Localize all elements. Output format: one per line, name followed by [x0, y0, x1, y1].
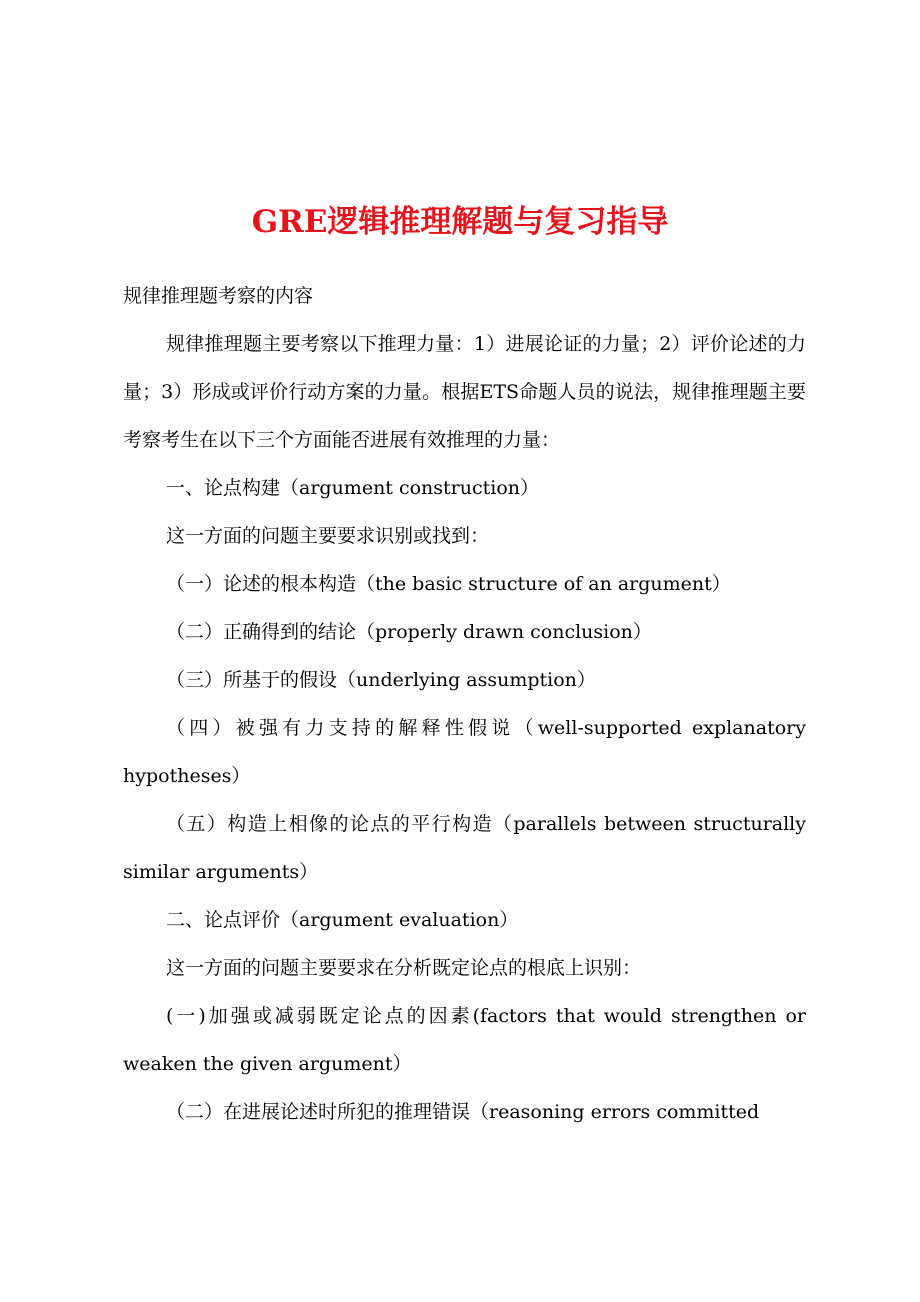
list-item: （三）所基于的假设（underlying assumption）: [166, 669, 596, 691]
list-item: （五）构造上相像的论点的平行构造（parallels between structurally similar arguments）: [123, 813, 806, 883]
list-item: （四）被强有力支持的解释性假说（well-supported explanatory hypotheses）: [123, 717, 806, 787]
list-item: (一)加强或减弱既定论点的因素(factors that would strengthen or weaken the given argument）: [123, 1005, 806, 1075]
section-one-heading: 一、论点构建（argument construction）: [166, 477, 540, 499]
section-two-lead: 这一方面的问题主要要求在分析既定论点的根底上识别：: [166, 957, 642, 979]
list-item: （二）正确得到的结论（properly drawn conclusion）: [166, 621, 652, 643]
document-title: GRE逻辑推理解题与复习指导: [251, 204, 669, 240]
list-item: （一）论述的根本构造（the basic structure of an argument）: [166, 573, 731, 595]
section-one-lead: 这一方面的问题主要要求识别或找到：: [166, 525, 490, 547]
intro-paragraph: 规律推理题主要考察以下推理力量：1）进展论证的力量；2）评价论述的力量；3）形成或评价行动方案的力量。根据ETS命题人员的说法，规律推理题主要考察考生在以下三个方面能否进展有效推理的力量：: [123, 333, 806, 451]
list-item: （二）在进展论述时所犯的推理错误（reasoning errors committed: [166, 1101, 760, 1123]
section-two-heading: 二、论点评价（argument evaluation）: [166, 909, 519, 931]
section-heading: 规律推理题考察的内容: [123, 285, 314, 307]
